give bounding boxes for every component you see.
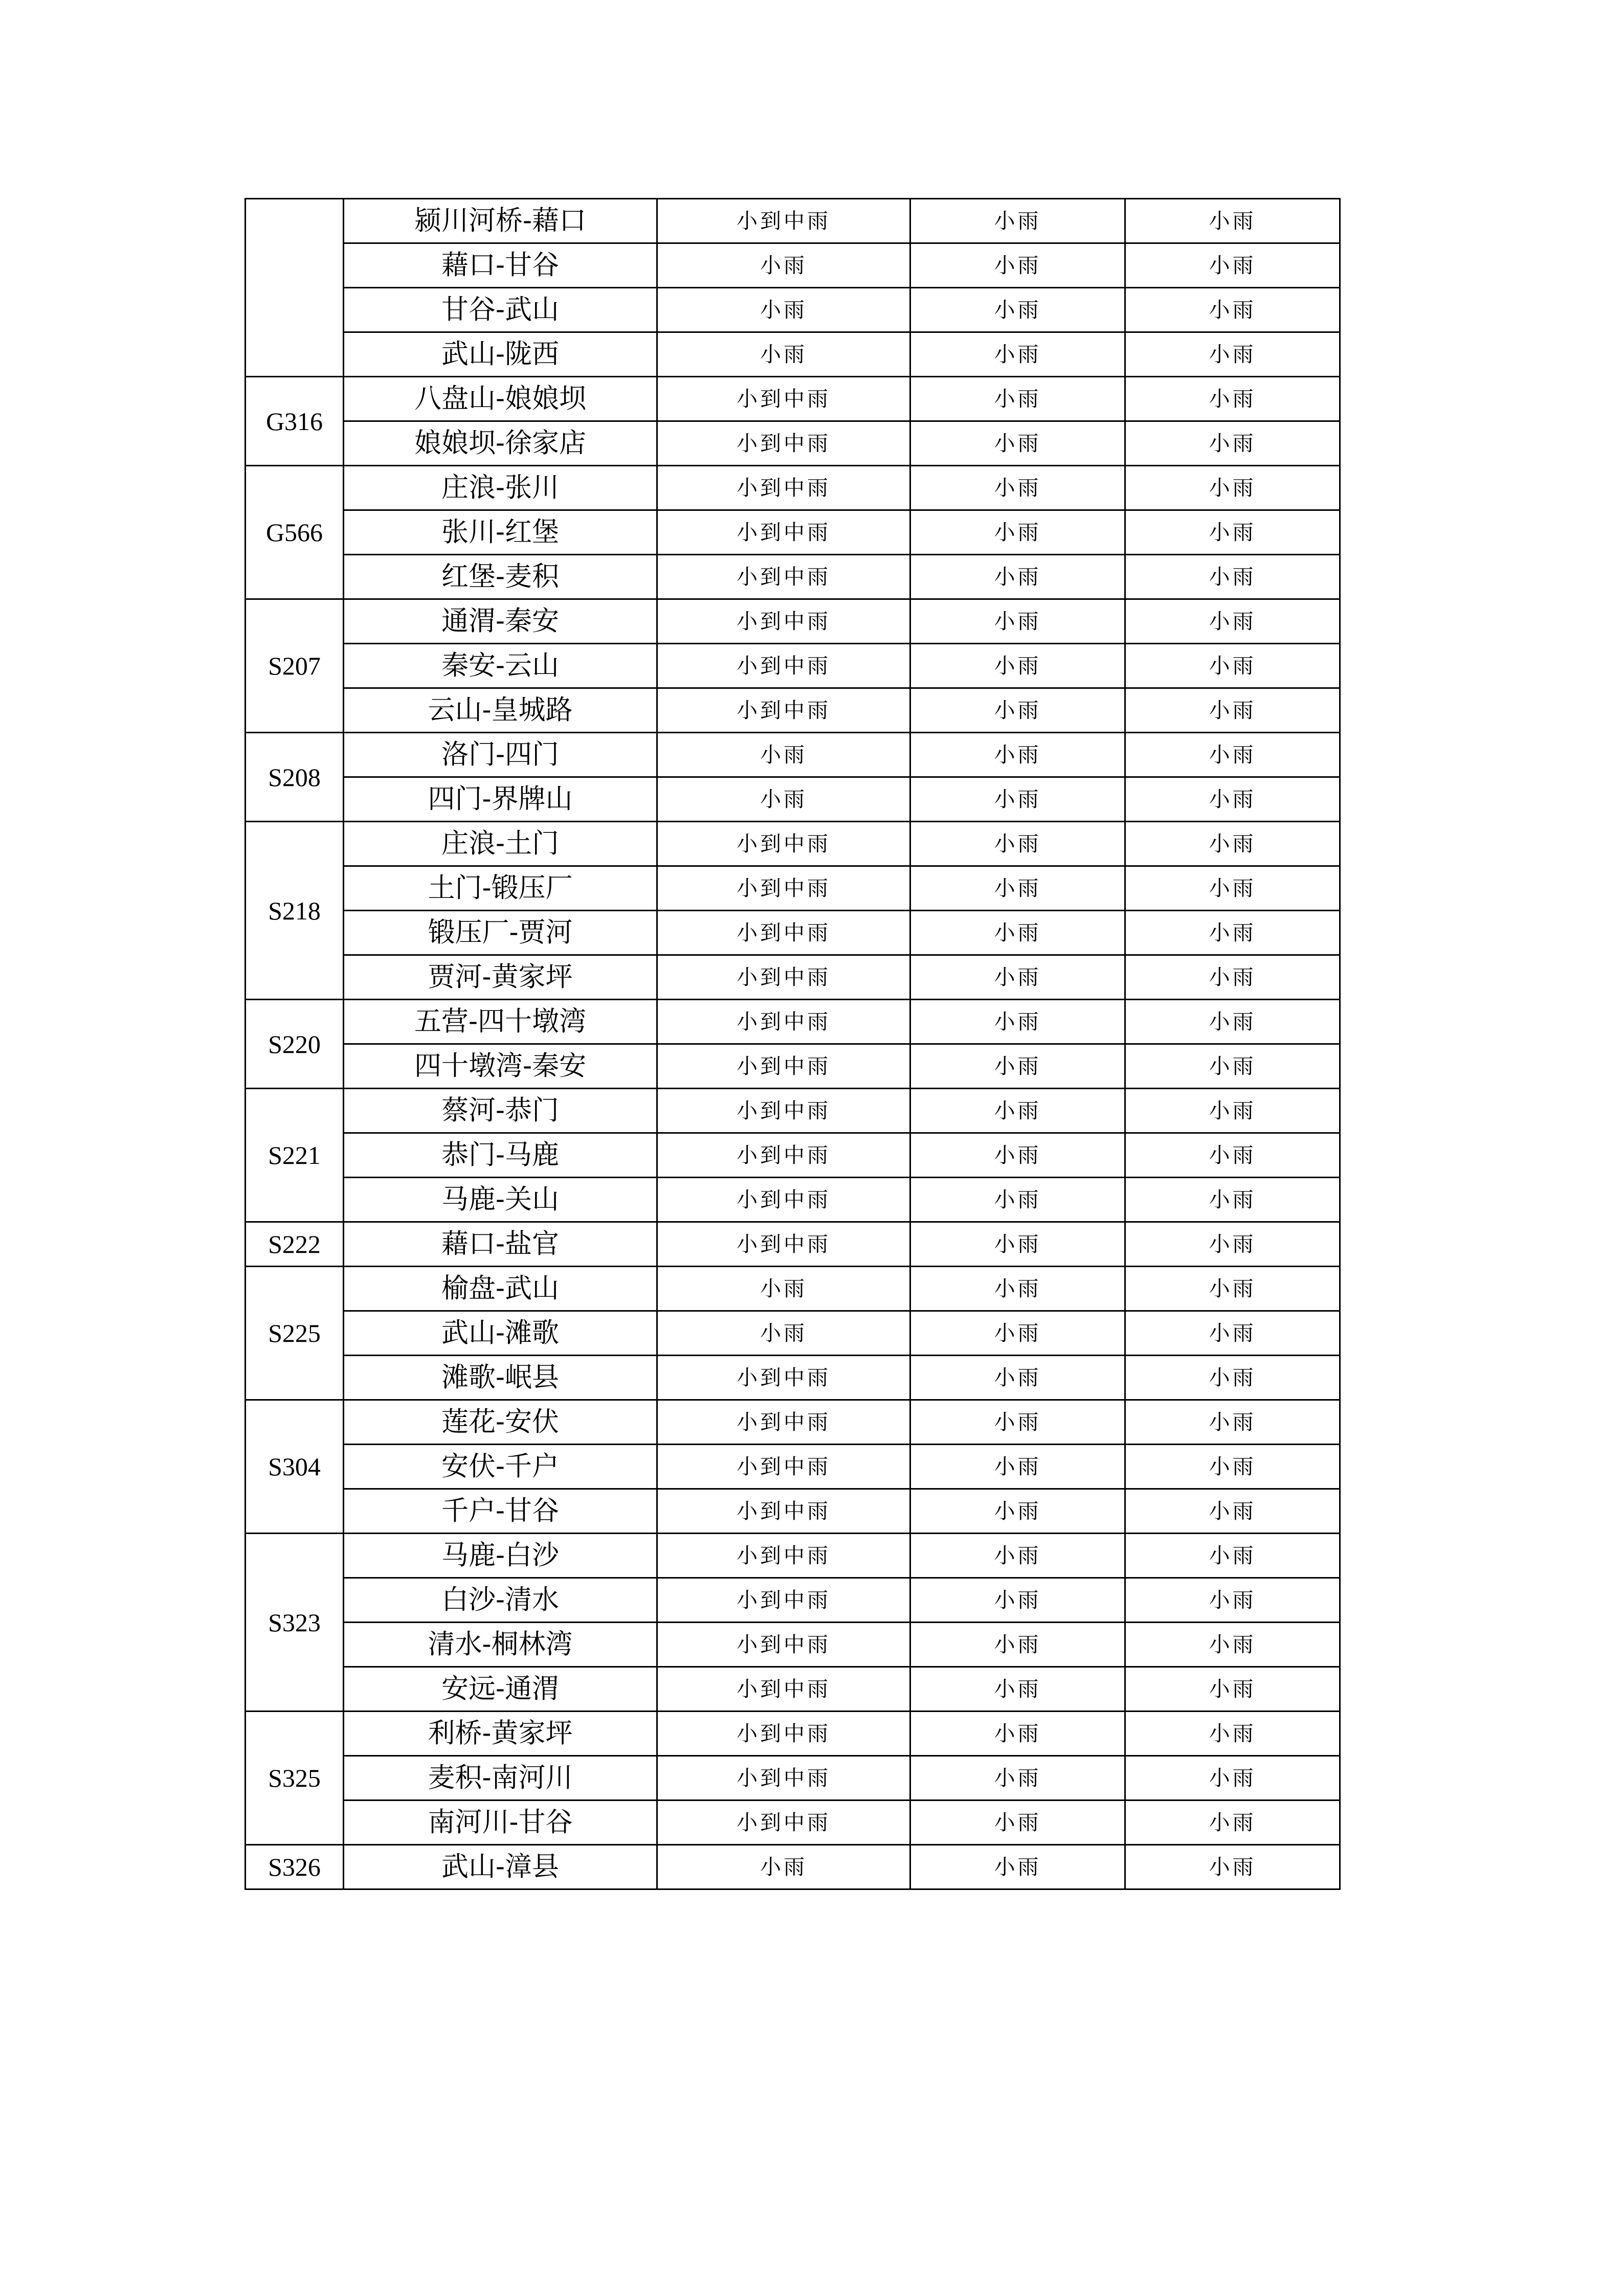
road-section-cell: 通渭-秦安 xyxy=(344,599,657,644)
table-row xyxy=(246,466,1340,510)
table-row xyxy=(246,599,1340,644)
table-row xyxy=(246,288,1340,332)
table-row xyxy=(246,421,1340,466)
road-section-cell: 南河川-甘谷 xyxy=(344,1800,657,1845)
forecast-day1-cell: 小雨 xyxy=(657,777,910,822)
forecast-day1-cell: 小到中雨 xyxy=(657,1534,910,1578)
road-section-cell: 马鹿-白沙 xyxy=(344,1534,657,1578)
forecast-day3-cell: 小雨 xyxy=(1125,1489,1340,1534)
forecast-day2-cell: 小雨 xyxy=(910,1133,1125,1178)
road-weather-forecast-table xyxy=(244,198,1341,1890)
forecast-day2-cell: 小雨 xyxy=(910,510,1125,555)
road-code-cell: S207 xyxy=(246,599,344,733)
forecast-day2-cell: 小雨 xyxy=(910,955,1125,1000)
table-row xyxy=(246,733,1340,777)
forecast-day2-cell: 小雨 xyxy=(910,1667,1125,1712)
forecast-day2-cell: 小雨 xyxy=(910,1800,1125,1845)
road-section-cell: 庄浪-张川 xyxy=(344,466,657,510)
forecast-day2-cell: 小雨 xyxy=(910,1356,1125,1400)
forecast-day2-cell: 小雨 xyxy=(910,377,1125,421)
table-row xyxy=(246,1356,1340,1400)
table-row xyxy=(246,1044,1340,1089)
forecast-day2-cell: 小雨 xyxy=(910,1445,1125,1489)
forecast-day2-cell: 小雨 xyxy=(910,777,1125,822)
forecast-day1-cell: 小到中雨 xyxy=(657,1000,910,1044)
road-section-cell: 红堡-麦积 xyxy=(344,555,657,599)
road-section-cell: 洛门-四门 xyxy=(344,733,657,777)
forecast-day1-cell: 小到中雨 xyxy=(657,866,910,911)
forecast-day3-cell: 小雨 xyxy=(1125,1445,1340,1489)
forecast-day2-cell: 小雨 xyxy=(910,555,1125,599)
table-row xyxy=(246,332,1340,377)
forecast-day2-cell: 小雨 xyxy=(910,1623,1125,1667)
forecast-day1-cell: 小到中雨 xyxy=(657,421,910,466)
forecast-day2-cell: 小雨 xyxy=(910,1712,1125,1756)
table-row xyxy=(246,866,1340,911)
forecast-day2-cell: 小雨 xyxy=(910,1489,1125,1534)
road-section-cell: 武山-陇西 xyxy=(344,332,657,377)
forecast-day3-cell: 小雨 xyxy=(1125,510,1340,555)
forecast-day2-cell: 小雨 xyxy=(910,1311,1125,1356)
road-section-cell: 娘娘坝-徐家店 xyxy=(344,421,657,466)
forecast-day3-cell: 小雨 xyxy=(1125,199,1340,243)
forecast-day1-cell: 小到中雨 xyxy=(657,1178,910,1222)
forecast-day1-cell: 小到中雨 xyxy=(657,1667,910,1712)
road-section-cell: 白沙-清水 xyxy=(344,1578,657,1623)
road-code-cell: G566 xyxy=(246,466,344,599)
table-row xyxy=(246,555,1340,599)
forecast-day2-cell: 小雨 xyxy=(910,1267,1125,1311)
forecast-day3-cell: 小雨 xyxy=(1125,1222,1340,1267)
forecast-day2-cell: 小雨 xyxy=(910,466,1125,510)
forecast-day3-cell: 小雨 xyxy=(1125,1133,1340,1178)
forecast-day3-cell: 小雨 xyxy=(1125,421,1340,466)
road-section-cell: 千户-甘谷 xyxy=(344,1489,657,1534)
forecast-day3-cell: 小雨 xyxy=(1125,1800,1340,1845)
road-section-cell: 恭门-马鹿 xyxy=(344,1133,657,1178)
forecast-day2-cell: 小雨 xyxy=(910,1178,1125,1222)
forecast-day1-cell: 小到中雨 xyxy=(657,911,910,955)
road-code-cell: S325 xyxy=(246,1712,344,1845)
forecast-day1-cell: 小到中雨 xyxy=(657,1445,910,1489)
table-row xyxy=(246,1712,1340,1756)
table-row xyxy=(246,1178,1340,1222)
table-row xyxy=(246,1133,1340,1178)
table-row xyxy=(246,1578,1340,1623)
road-section-cell: 安伏-千户 xyxy=(344,1445,657,1489)
table-row xyxy=(246,1000,1340,1044)
table-row xyxy=(246,243,1340,288)
road-code-cell: S326 xyxy=(246,1845,344,1889)
forecast-day3-cell: 小雨 xyxy=(1125,377,1340,421)
forecast-day2-cell: 小雨 xyxy=(910,243,1125,288)
forecast-day3-cell: 小雨 xyxy=(1125,599,1340,644)
road-section-cell: 云山-皇城路 xyxy=(344,688,657,733)
table-row xyxy=(246,644,1340,688)
road-section-cell: 武山-滩歌 xyxy=(344,1311,657,1356)
table-row xyxy=(246,911,1340,955)
forecast-day2-cell: 小雨 xyxy=(910,644,1125,688)
forecast-day1-cell: 小到中雨 xyxy=(657,1578,910,1623)
table-row xyxy=(246,1089,1340,1133)
road-section-cell: 四十墩湾-秦安 xyxy=(344,1044,657,1089)
forecast-day3-cell: 小雨 xyxy=(1125,866,1340,911)
forecast-day3-cell: 小雨 xyxy=(1125,1667,1340,1712)
forecast-day1-cell: 小雨 xyxy=(657,1845,910,1889)
road-section-cell: 庄浪-土门 xyxy=(344,822,657,866)
road-section-cell: 蔡河-恭门 xyxy=(344,1089,657,1133)
forecast-day1-cell: 小到中雨 xyxy=(657,555,910,599)
forecast-day3-cell: 小雨 xyxy=(1125,1756,1340,1800)
forecast-day3-cell: 小雨 xyxy=(1125,332,1340,377)
forecast-day1-cell: 小到中雨 xyxy=(657,1712,910,1756)
forecast-day1-cell: 小到中雨 xyxy=(657,644,910,688)
forecast-day2-cell: 小雨 xyxy=(910,1089,1125,1133)
forecast-day3-cell: 小雨 xyxy=(1125,1845,1340,1889)
road-code-cell: S222 xyxy=(246,1222,344,1267)
forecast-day1-cell: 小雨 xyxy=(657,1267,910,1311)
forecast-day3-cell: 小雨 xyxy=(1125,1400,1340,1445)
road-section-cell: 土门-锻压厂 xyxy=(344,866,657,911)
forecast-day3-cell: 小雨 xyxy=(1125,955,1340,1000)
road-code-cell: S221 xyxy=(246,1089,344,1222)
road-code-cell: S304 xyxy=(246,1400,344,1534)
forecast-day2-cell: 小雨 xyxy=(910,822,1125,866)
forecast-day2-cell: 小雨 xyxy=(910,911,1125,955)
road-section-cell: 安远-通渭 xyxy=(344,1667,657,1712)
forecast-day1-cell: 小到中雨 xyxy=(657,377,910,421)
forecast-day2-cell: 小雨 xyxy=(910,866,1125,911)
forecast-day1-cell: 小到中雨 xyxy=(657,1800,910,1845)
forecast-day3-cell: 小雨 xyxy=(1125,644,1340,688)
forecast-day1-cell: 小到中雨 xyxy=(657,822,910,866)
forecast-day2-cell: 小雨 xyxy=(910,733,1125,777)
road-section-cell: 榆盘-武山 xyxy=(344,1267,657,1311)
table-row xyxy=(246,1623,1340,1667)
forecast-day1-cell: 小到中雨 xyxy=(657,1356,910,1400)
road-section-cell: 藉口-甘谷 xyxy=(344,243,657,288)
road-section-cell: 清水-桐林湾 xyxy=(344,1623,657,1667)
forecast-day3-cell: 小雨 xyxy=(1125,822,1340,866)
forecast-day1-cell: 小到中雨 xyxy=(657,599,910,644)
road-section-cell: 四门-界牌山 xyxy=(344,777,657,822)
road-code-cell: S323 xyxy=(246,1534,344,1712)
road-code-cell: S218 xyxy=(246,822,344,1000)
table-row xyxy=(246,955,1340,1000)
table-row xyxy=(246,199,1340,243)
table-row xyxy=(246,1534,1340,1578)
road-section-cell: 张川-红堡 xyxy=(344,510,657,555)
forecast-day3-cell: 小雨 xyxy=(1125,1623,1340,1667)
forecast-day1-cell: 小到中雨 xyxy=(657,510,910,555)
forecast-day1-cell: 小雨 xyxy=(657,733,910,777)
forecast-day1-cell: 小到中雨 xyxy=(657,466,910,510)
forecast-day1-cell: 小雨 xyxy=(657,288,910,332)
forecast-day3-cell: 小雨 xyxy=(1125,1267,1340,1311)
forecast-day3-cell: 小雨 xyxy=(1125,555,1340,599)
forecast-day1-cell: 小到中雨 xyxy=(657,1133,910,1178)
road-section-cell: 五营-四十墩湾 xyxy=(344,1000,657,1044)
forecast-day1-cell: 小到中雨 xyxy=(657,955,910,1000)
table-row xyxy=(246,688,1340,733)
road-section-cell: 锻压厂-贾河 xyxy=(344,911,657,955)
forecast-day3-cell: 小雨 xyxy=(1125,777,1340,822)
forecast-day3-cell: 小雨 xyxy=(1125,733,1340,777)
road-section-cell: 马鹿-关山 xyxy=(344,1178,657,1222)
forecast-day3-cell: 小雨 xyxy=(1125,1578,1340,1623)
forecast-day3-cell: 小雨 xyxy=(1125,288,1340,332)
forecast-day3-cell: 小雨 xyxy=(1125,1000,1340,1044)
forecast-day2-cell: 小雨 xyxy=(910,288,1125,332)
forecast-day2-cell: 小雨 xyxy=(910,1756,1125,1800)
road-code-cell: G316 xyxy=(246,377,344,466)
road-section-cell: 利桥-黄家坪 xyxy=(344,1712,657,1756)
road-section-cell: 莲花-安伏 xyxy=(344,1400,657,1445)
road-section-cell: 滩歌-岷县 xyxy=(344,1356,657,1400)
table-row xyxy=(246,777,1340,822)
forecast-day3-cell: 小雨 xyxy=(1125,1534,1340,1578)
forecast-day1-cell: 小到中雨 xyxy=(657,1400,910,1445)
forecast-day2-cell: 小雨 xyxy=(910,1222,1125,1267)
table-row xyxy=(246,1489,1340,1534)
road-code-cell: S208 xyxy=(246,733,344,822)
table-row xyxy=(246,1800,1340,1845)
forecast-day1-cell: 小到中雨 xyxy=(657,1623,910,1667)
forecast-day3-cell: 小雨 xyxy=(1125,1044,1340,1089)
forecast-day1-cell: 小到中雨 xyxy=(657,1089,910,1133)
road-section-cell: 麦积-南河川 xyxy=(344,1756,657,1800)
table-row xyxy=(246,377,1340,421)
table-row xyxy=(246,1400,1340,1445)
road-section-cell: 武山-漳县 xyxy=(344,1845,657,1889)
forecast-day1-cell: 小到中雨 xyxy=(657,1044,910,1089)
forecast-day1-cell: 小到中雨 xyxy=(657,1756,910,1800)
forecast-day2-cell: 小雨 xyxy=(910,1534,1125,1578)
forecast-day2-cell: 小雨 xyxy=(910,199,1125,243)
road-code-cell xyxy=(246,199,344,377)
road-section-cell: 颍川河桥-藉口 xyxy=(344,199,657,243)
forecast-day2-cell: 小雨 xyxy=(910,332,1125,377)
table-row xyxy=(246,1311,1340,1356)
road-section-cell: 藉口-盐官 xyxy=(344,1222,657,1267)
forecast-day2-cell: 小雨 xyxy=(910,1000,1125,1044)
forecast-day3-cell: 小雨 xyxy=(1125,1089,1340,1133)
road-section-cell: 八盘山-娘娘坝 xyxy=(344,377,657,421)
forecast-day3-cell: 小雨 xyxy=(1125,1712,1340,1756)
forecast-day3-cell: 小雨 xyxy=(1125,1178,1340,1222)
forecast-day2-cell: 小雨 xyxy=(910,1400,1125,1445)
table-row xyxy=(246,1845,1340,1889)
table-row xyxy=(246,1445,1340,1489)
forecast-day2-cell: 小雨 xyxy=(910,1044,1125,1089)
road-section-cell: 贾河-黄家坪 xyxy=(344,955,657,1000)
forecast-day3-cell: 小雨 xyxy=(1125,1356,1340,1400)
forecast-day2-cell: 小雨 xyxy=(910,1845,1125,1889)
road-section-cell: 甘谷-武山 xyxy=(344,288,657,332)
forecast-day3-cell: 小雨 xyxy=(1125,466,1340,510)
forecast-day3-cell: 小雨 xyxy=(1125,1311,1340,1356)
forecast-day1-cell: 小雨 xyxy=(657,243,910,288)
forecast-day3-cell: 小雨 xyxy=(1125,243,1340,288)
forecast-day2-cell: 小雨 xyxy=(910,421,1125,466)
forecast-day1-cell: 小到中雨 xyxy=(657,199,910,243)
road-section-cell: 秦安-云山 xyxy=(344,644,657,688)
forecast-day3-cell: 小雨 xyxy=(1125,688,1340,733)
table-row xyxy=(246,1756,1340,1800)
forecast-day2-cell: 小雨 xyxy=(910,1578,1125,1623)
forecast-day1-cell: 小雨 xyxy=(657,1311,910,1356)
table-row xyxy=(246,822,1340,866)
forecast-table-body xyxy=(246,199,1340,1889)
forecast-day2-cell: 小雨 xyxy=(910,688,1125,733)
forecast-day1-cell: 小到中雨 xyxy=(657,1489,910,1534)
table-row xyxy=(246,1222,1340,1267)
table-row xyxy=(246,1667,1340,1712)
forecast-day1-cell: 小雨 xyxy=(657,332,910,377)
road-code-cell: S225 xyxy=(246,1267,344,1400)
table-row xyxy=(246,1267,1340,1311)
table-row xyxy=(246,510,1340,555)
forecast-day1-cell: 小到中雨 xyxy=(657,688,910,733)
forecast-day3-cell: 小雨 xyxy=(1125,911,1340,955)
forecast-day1-cell: 小到中雨 xyxy=(657,1222,910,1267)
forecast-day2-cell: 小雨 xyxy=(910,599,1125,644)
road-code-cell: S220 xyxy=(246,1000,344,1089)
